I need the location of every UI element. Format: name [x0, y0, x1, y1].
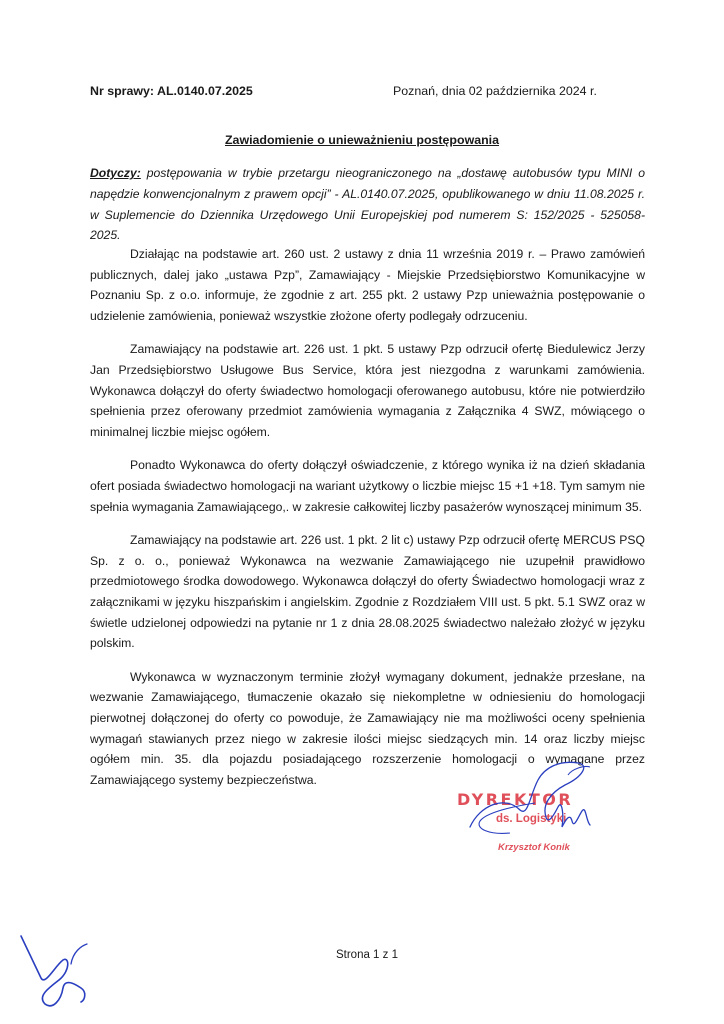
stamp-subtitle: ds. Logistyki	[496, 813, 567, 825]
body-paragraph-5: Wykonawca w wyznaczonym terminie złożył wymagany dokument, jednakże przesłane, na wezwanie Zamawiającego, tłumaczenie okazało się niekompletne w odniesieniu do homologacji pierwotnej dołączonej do oferty co powoduje, że Zamawiający nie ma możliwości oceny spełnienia wymagań stawianych przez niego w zakresie ilości miejsc siedzących min. 14 oraz liczby miejsc ogółem min. 35. dla pojazdu posiadającego rozszerzenie homologacji o wymagane przez Zamawiającego systemy bezpieczeństwa.	[90, 669, 645, 788]
subject-label: Dotyczy:	[90, 166, 141, 180]
place-and-date: Poznań, dnia 02 października 2024 r.	[393, 84, 597, 98]
body-paragraph-1: Działając na podstawie art. 260 ust. 2 ustawy z dnia 11 września 2019 r. – Prawo zamówień publicznych, dalej jako „ustawa Pzp”, Zamawiający - Miejskie Przedsiębiorstwo Komunikacyjne w Poznaniu Sp. z o.o. informuje, że zgodnie z art. 255 pkt. 2 ustawy Pzp unieważnia postępowanie o udzielenie zamówienia, ponieważ wszystkie złożone oferty podlegały odrzuceniu.	[90, 247, 645, 324]
stamp-title: DYREKTOR	[457, 790, 574, 809]
document-title: Zawiadomienie o unieważnieniu postępowania	[224, 133, 499, 147]
subject-block	[90, 163, 645, 246]
body-paragraph-3: Ponadto Wykonawca do oferty dołączył oświadczenie, z którego wynika iż na dzień składania ofert posiada świadectwo homologacji na wariant użytkowy o liczbie miejsc 15 +1 +18. Tym samym nie spełnia wymagania Zamawiającego,. w zakresie całkowitej liczby pasażerów wynoszącej minimum 35.	[90, 458, 645, 514]
body-paragraph-2: Zamawiający na podstawie art. 226 ust. 1 pkt. 5 ustawy Pzp odrzucił ofertę Biedulewicz Jerzy Jan Przedsiębiorstwo Usługowe Bus Service, która jest niezgodna z warunkami zamówienia. Wykonawca dołączył do oferty świadectwo homologacji oferowanego autobusu, które nie potwierdziło spełnienia przez oferowany przedmiot zamówienia wymagania z Załącznika 4 SWZ, mówiącego o minimalnej liczbie miejsc ogółem.	[90, 342, 645, 440]
document-body	[90, 244, 645, 803]
stamp-name: Krzysztof Konik	[498, 842, 570, 853]
subject-text: postępowania w trybie przetargu nieograniczonego na „dostawę autobusów typu MINI o napędzie konwencjonalnym z prawem opcji” - AL.0140.07.2025, opublikowanego w dniu 11.08.2025 r. w Suplemencie do Dziennika Urzędowego Unii Europejskiej pod numerem S: 152/2025 - 525058-2025.	[90, 166, 645, 243]
body-paragraph-4: Zamawiający na podstawie art. 226 ust. 1 pkt. 2 lit c) ustawy Pzp odrzucił ofertę MERCUS PSQ Sp. z o. o., ponieważ Wykonawca na wezwanie Zamawiającego nie uzupełnił prawidłowo przedmiotowego środka dowodowego. Wykonawca dołączył do oferty Świadectwo homologacji wraz z załącznikami w języku hiszpańskim i angielskim. Zgodnie z Rozdziałem VIII ust. 5 pkt. 5.1 SWZ oraz w świetle udzielonej odpowiedzi na pytanie nr 1 z dnia 28.08.2025 świadectwo należało złożyć w języku polskim.	[90, 532, 645, 651]
page-number: Strona 1 z 1	[335, 949, 398, 961]
case-number: Nr sprawy: AL.0140.07.2025	[90, 84, 253, 98]
director-stamp	[450, 758, 640, 858]
initials-signature-icon	[15, 930, 90, 1015]
